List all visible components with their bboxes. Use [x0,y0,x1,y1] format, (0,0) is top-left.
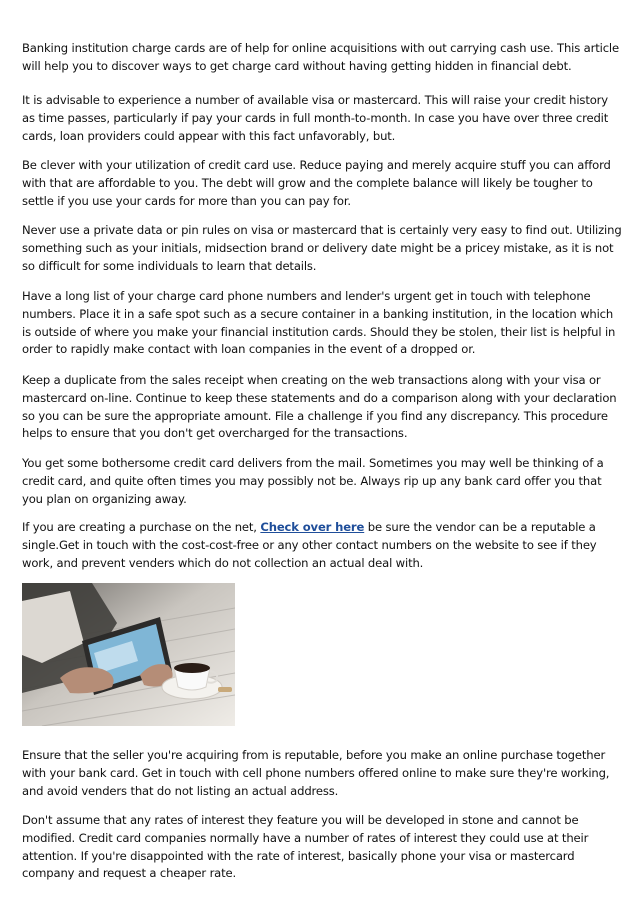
paragraph-6: Keep a duplicate from the sales receipt when creating on the web transactions along with your visa or mastercard on-line. Continue to keep these statements and do a comparison along with your declaration so you can be sure the appropriate amount. File a challenge if you find any discrepancy. This procedure helps to ensure that you don't get overcharged for the transactions. [22,373,617,441]
paragraph-with-link [22,519,622,572]
link-paragraph-after: be sure the vendor can be a reputable a single.Get in touch with the cost-cost-free or any other contact numbers on the website to see if they work, and prevent venders which do not collection an actual deal with. [22,520,597,570]
paragraph-8: Ensure that the seller you're acquiring from is reputable, before you make an online purchase together with your bank card. Get in touch with cell phone numbers offered online to make sure they're working, and avoid venders that do not listing an actual address. [22,748,610,798]
tablet-coffee-photo [22,583,235,726]
photo-illustration [22,583,235,726]
paragraph-1: Banking institution charge cards are of help for online acquisitions with out carrying cash use. This article will help you to discover ways to get charge card without having getting hidden in financial debt. [22,41,619,73]
paragraph-5: Have a long list of your charge card phone numbers and lender's urgent get in touch with telephone numbers. Place it in a safe spot such as a secure container in a banking institution, in the location which is outside of where you make your financial institution cards. Should they be stolen, their list is helpful in order to rapidly make contact with loan companies in the event of a dropped or. [22,289,616,357]
paragraph-3: Be clever with your utilization of credit card use. Reduce paying and merely acquire stuff you can afford with that are affordable to you. The debt will grow and the complete balance will likely be tougher to settle if you use your cards for more than you can pay for. [22,158,611,208]
check-over-here-link[interactable]: Check over here [260,520,365,534]
paragraph-7: You get some bothersome credit card delivers from the mail. Sometimes you may well be thinking of a credit card, and quite often times you may possibly not be. Always rip up any bank card offer you that you plan on organizing away. [22,456,604,506]
paragraph-4: Never use a private data or pin rules on visa or mastercard that is certainly very easy to find out. Utilizing something such as your initials, midsection brand or delivery date might be a pricey mistake, as it is not so difficult for some individuals to learn that details. [22,223,622,273]
paragraph-2: It is advisable to experience a number of available visa or mastercard. This will raise your credit history as time passes, particularly if pay your cards in full month-to-month. In case you have over three credit cards, loan providers could appear with this fact unfavorably, but. [22,93,609,143]
link-paragraph-before: If you are creating a purchase on the net, [22,520,261,534]
paragraph-9: Don't assume that any rates of interest they feature you will be developed in stone and cannot be modified. Credit card companies normally have a number of rates of interest they could use at their attention. If you're disappointed with the rate of interest, basically phone your visa or mastercard company and request a cheaper rate. [22,813,589,881]
